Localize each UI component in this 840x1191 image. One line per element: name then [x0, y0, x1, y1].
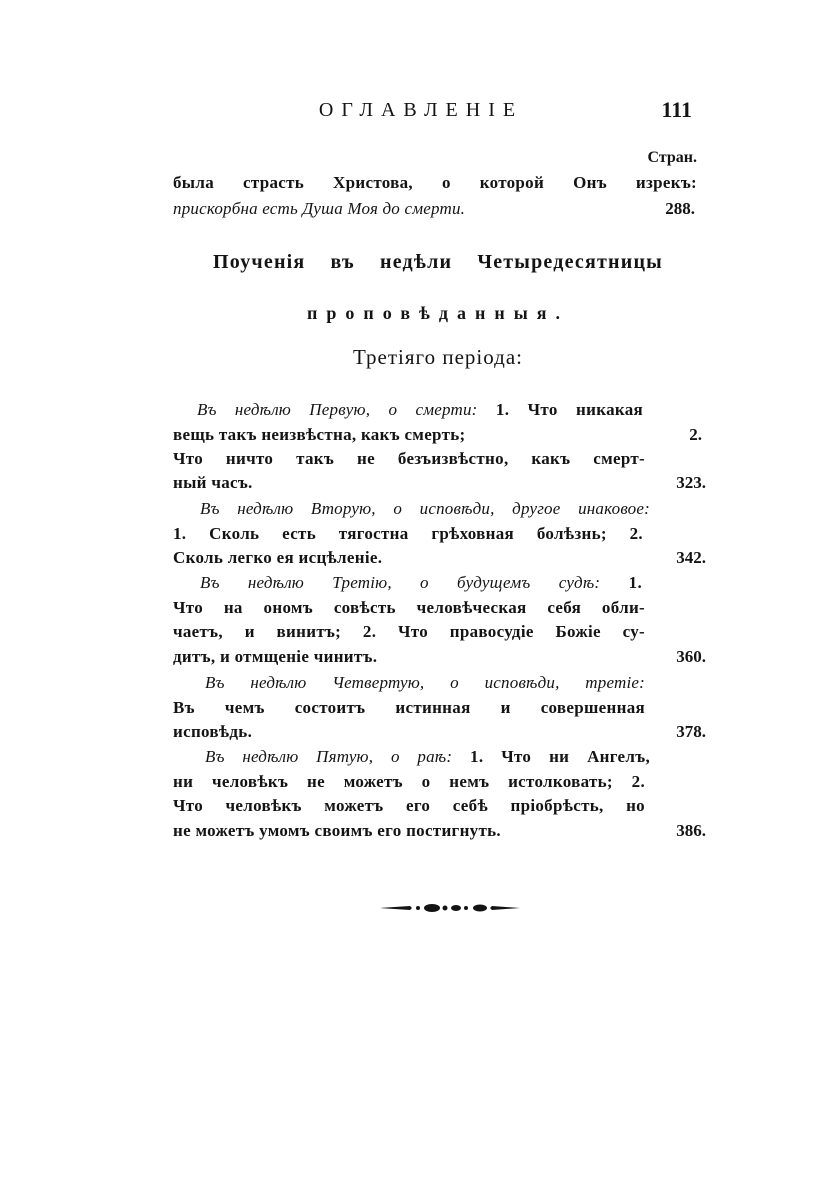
section-period: Третіяго періода: [353, 345, 523, 369]
section-subheading: проповѣданныя. [307, 303, 569, 323]
entry-line: 1. Сколь есть тягостна грѣховная болѣзнь; 2. [173, 524, 643, 543]
entry-page-number: 378. [676, 722, 706, 741]
entry-page-number: 342. [676, 548, 706, 567]
entry-line: вещь такъ неизвѣстна, какъ смерть; [173, 425, 466, 444]
page-title: ОГЛАВЛЕНІЕ [318, 99, 524, 121]
entry-page-number: 288. [665, 199, 695, 218]
entry-line: Что ничто такъ не безъизвѣстно, какъ смерт- [173, 449, 645, 468]
entry-line: исповѣдь. [173, 722, 253, 741]
entry-title: Въ недѣлю Третію, о будущемъ судѣ: [200, 573, 601, 592]
entry-line: Сколь легко ея исцѣленіе. [173, 548, 383, 567]
entry-title: Въ недѣлю Четвертую, о исповѣди, третіе: [205, 673, 645, 692]
entry-line: не можетъ умомъ своимъ его постигнуть. [173, 821, 501, 840]
entry-title-line [205, 747, 650, 767]
section-heading: Поученія въ недѣли Четыредесятницы [213, 251, 663, 273]
entry-page-number: 2. [689, 425, 702, 444]
entry-title: Въ недѣлю Первую, о смерти: [197, 400, 478, 419]
entry-line: чаетъ, и винитъ; 2. Что правосудіе Божіе су- [173, 622, 645, 641]
entry-title: Въ недѣлю Пятую, о раѣ: [205, 747, 453, 766]
page-number: 111 [661, 97, 692, 122]
entry-lead: 1. [600, 573, 643, 592]
entry-page-number: 386. [676, 821, 706, 840]
entry-line: Въ чемъ состоитъ истинная и совершенная [173, 698, 645, 717]
entry-page-number: 360. [676, 647, 706, 666]
intro-line: была страсть Христова, о которой Онъ изрекъ: [173, 173, 697, 192]
entry-title-line [197, 400, 643, 420]
entry-line: ни человѣкъ не можетъ о немъ истолковать; 2. [173, 772, 645, 791]
entry-lead: 1. Что никакая [477, 400, 644, 419]
entry-lead: 1. Что ни Ангелъ, [452, 747, 651, 766]
ornament-divider [380, 902, 520, 914]
entry-line: Что на ономъ совѣсть человѣческая себя обли- [173, 598, 645, 617]
entry-line: дитъ, и отмщеніе чинитъ. [173, 647, 378, 666]
entry-line: ный часъ. [173, 473, 253, 492]
entry-line: Что человѣкъ можетъ его себѣ пріобрѣсть, но [173, 796, 645, 815]
entry-title-line [200, 573, 642, 593]
intro-line-italic: прискорбна есть Душа Моя до смерти. [173, 199, 466, 218]
page-column-label: Стран. [647, 149, 697, 166]
entry-title: Въ недѣлю Вторую, о исповѣди, другое инаковое: [200, 499, 650, 518]
entry-page-number: 323. [676, 473, 706, 492]
